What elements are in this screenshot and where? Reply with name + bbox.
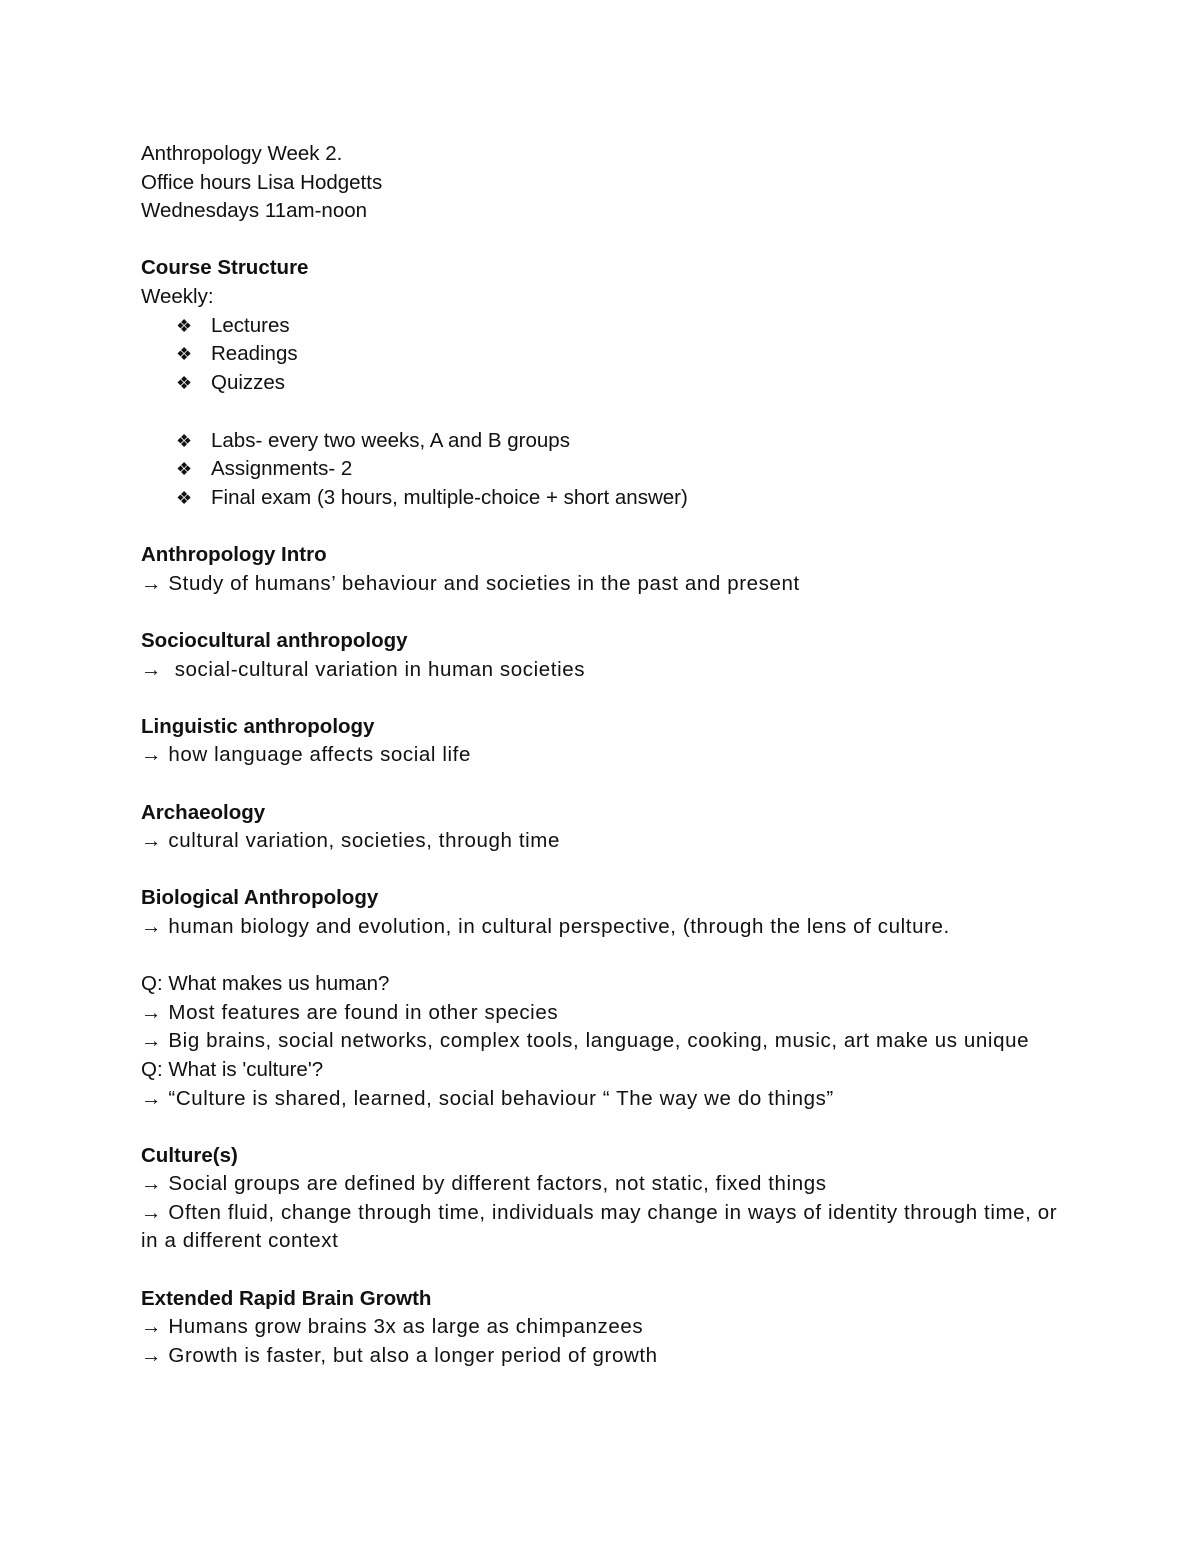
spacer [141, 226, 1071, 255]
diamond-bullet-icon: ❖ [176, 344, 193, 365]
question-human: Q: What makes us human? [141, 972, 390, 996]
list-item-label: Readings [211, 342, 298, 366]
list-item-label: Lectures [211, 313, 290, 337]
spacer [141, 598, 1071, 627]
question-culture: Q: What is 'culture'? [141, 1057, 324, 1081]
spacer [141, 1113, 1071, 1142]
biological-heading: Biological Anthropology [141, 886, 379, 910]
document-page [141, 140, 1071, 1370]
answer-human-1: → Most features are found in other species [141, 1000, 559, 1024]
spacer [141, 770, 1071, 799]
brain-growth-text-2: → Growth is faster, but also a longer period of growth [141, 1343, 658, 1367]
answer-human-2: → Big brains, social networks, complex tools, language, cooking, music, art make us unique [141, 1029, 1030, 1053]
diamond-bullet-icon: ❖ [176, 372, 193, 393]
list-item-label: Assignments- 2 [211, 457, 353, 481]
linguistic-heading: Linguistic anthropology [141, 714, 375, 738]
spacer [141, 856, 1071, 885]
list-item-label: Labs- every two weeks, A and B groups [211, 428, 570, 452]
list-item-label: Final exam (3 hours, multiple-choice + short answer) [211, 486, 688, 510]
diamond-bullet-icon: ❖ [176, 430, 193, 451]
spacer [141, 1256, 1071, 1285]
archaeology-heading: Archaeology [141, 800, 266, 824]
linguistic-text: → how language affects social life [141, 743, 471, 767]
list-item [141, 369, 1071, 398]
intro-heading: Anthropology Intro [141, 543, 327, 567]
spacer [141, 397, 1071, 427]
list-item [141, 484, 1071, 513]
list-item [141, 455, 1071, 484]
list-item [141, 340, 1071, 369]
list-item-label: Quizzes [211, 370, 286, 394]
list-item [141, 427, 1071, 456]
spacer [141, 942, 1071, 971]
diamond-bullet-icon: ❖ [176, 315, 193, 336]
cultures-text-2: → Often fluid, change through time, individuals may change in ways of identity through time, or in a different context [141, 1200, 1064, 1253]
cultures-text-1: → Social groups are defined by different factors, not static, fixed things [141, 1172, 827, 1196]
cultures-heading: Culture(s) [141, 1143, 238, 1167]
spacer [141, 513, 1071, 542]
office-hours: Office hours Lisa Hodgetts [141, 170, 383, 194]
sociocultural-text: → social-cultural variation in human societies [141, 657, 586, 681]
course-structure-heading: Course Structure [141, 256, 309, 280]
diamond-bullet-icon: ❖ [176, 488, 193, 509]
office-hours-time: Wednesdays 11am-noon [141, 199, 368, 223]
archaeology-text: → cultural variation, societies, through time [141, 829, 560, 853]
biological-text: → human biology and evolution, in cultural perspective, (through the lens of culture. [141, 914, 950, 938]
spacer [141, 684, 1071, 713]
weekly-label: Weekly: [141, 284, 214, 308]
intro-text: → Study of humans’ behaviour and societies in the past and present [141, 571, 800, 595]
brain-growth-text-1: → Humans grow brains 3x as large as chimpanzees [141, 1315, 644, 1339]
sociocultural-heading: Sociocultural anthropology [141, 629, 408, 652]
brain-growth-heading: Extended Rapid Brain Growth [141, 1286, 432, 1310]
weekly-list [141, 312, 1071, 398]
assessment-list [141, 427, 1071, 513]
diamond-bullet-icon: ❖ [176, 459, 193, 480]
doc-title: Anthropology Week 2. [141, 142, 343, 165]
list-item [141, 312, 1071, 341]
answer-culture: → “Culture is shared, learned, social behaviour “ The way we do things” [141, 1086, 834, 1110]
